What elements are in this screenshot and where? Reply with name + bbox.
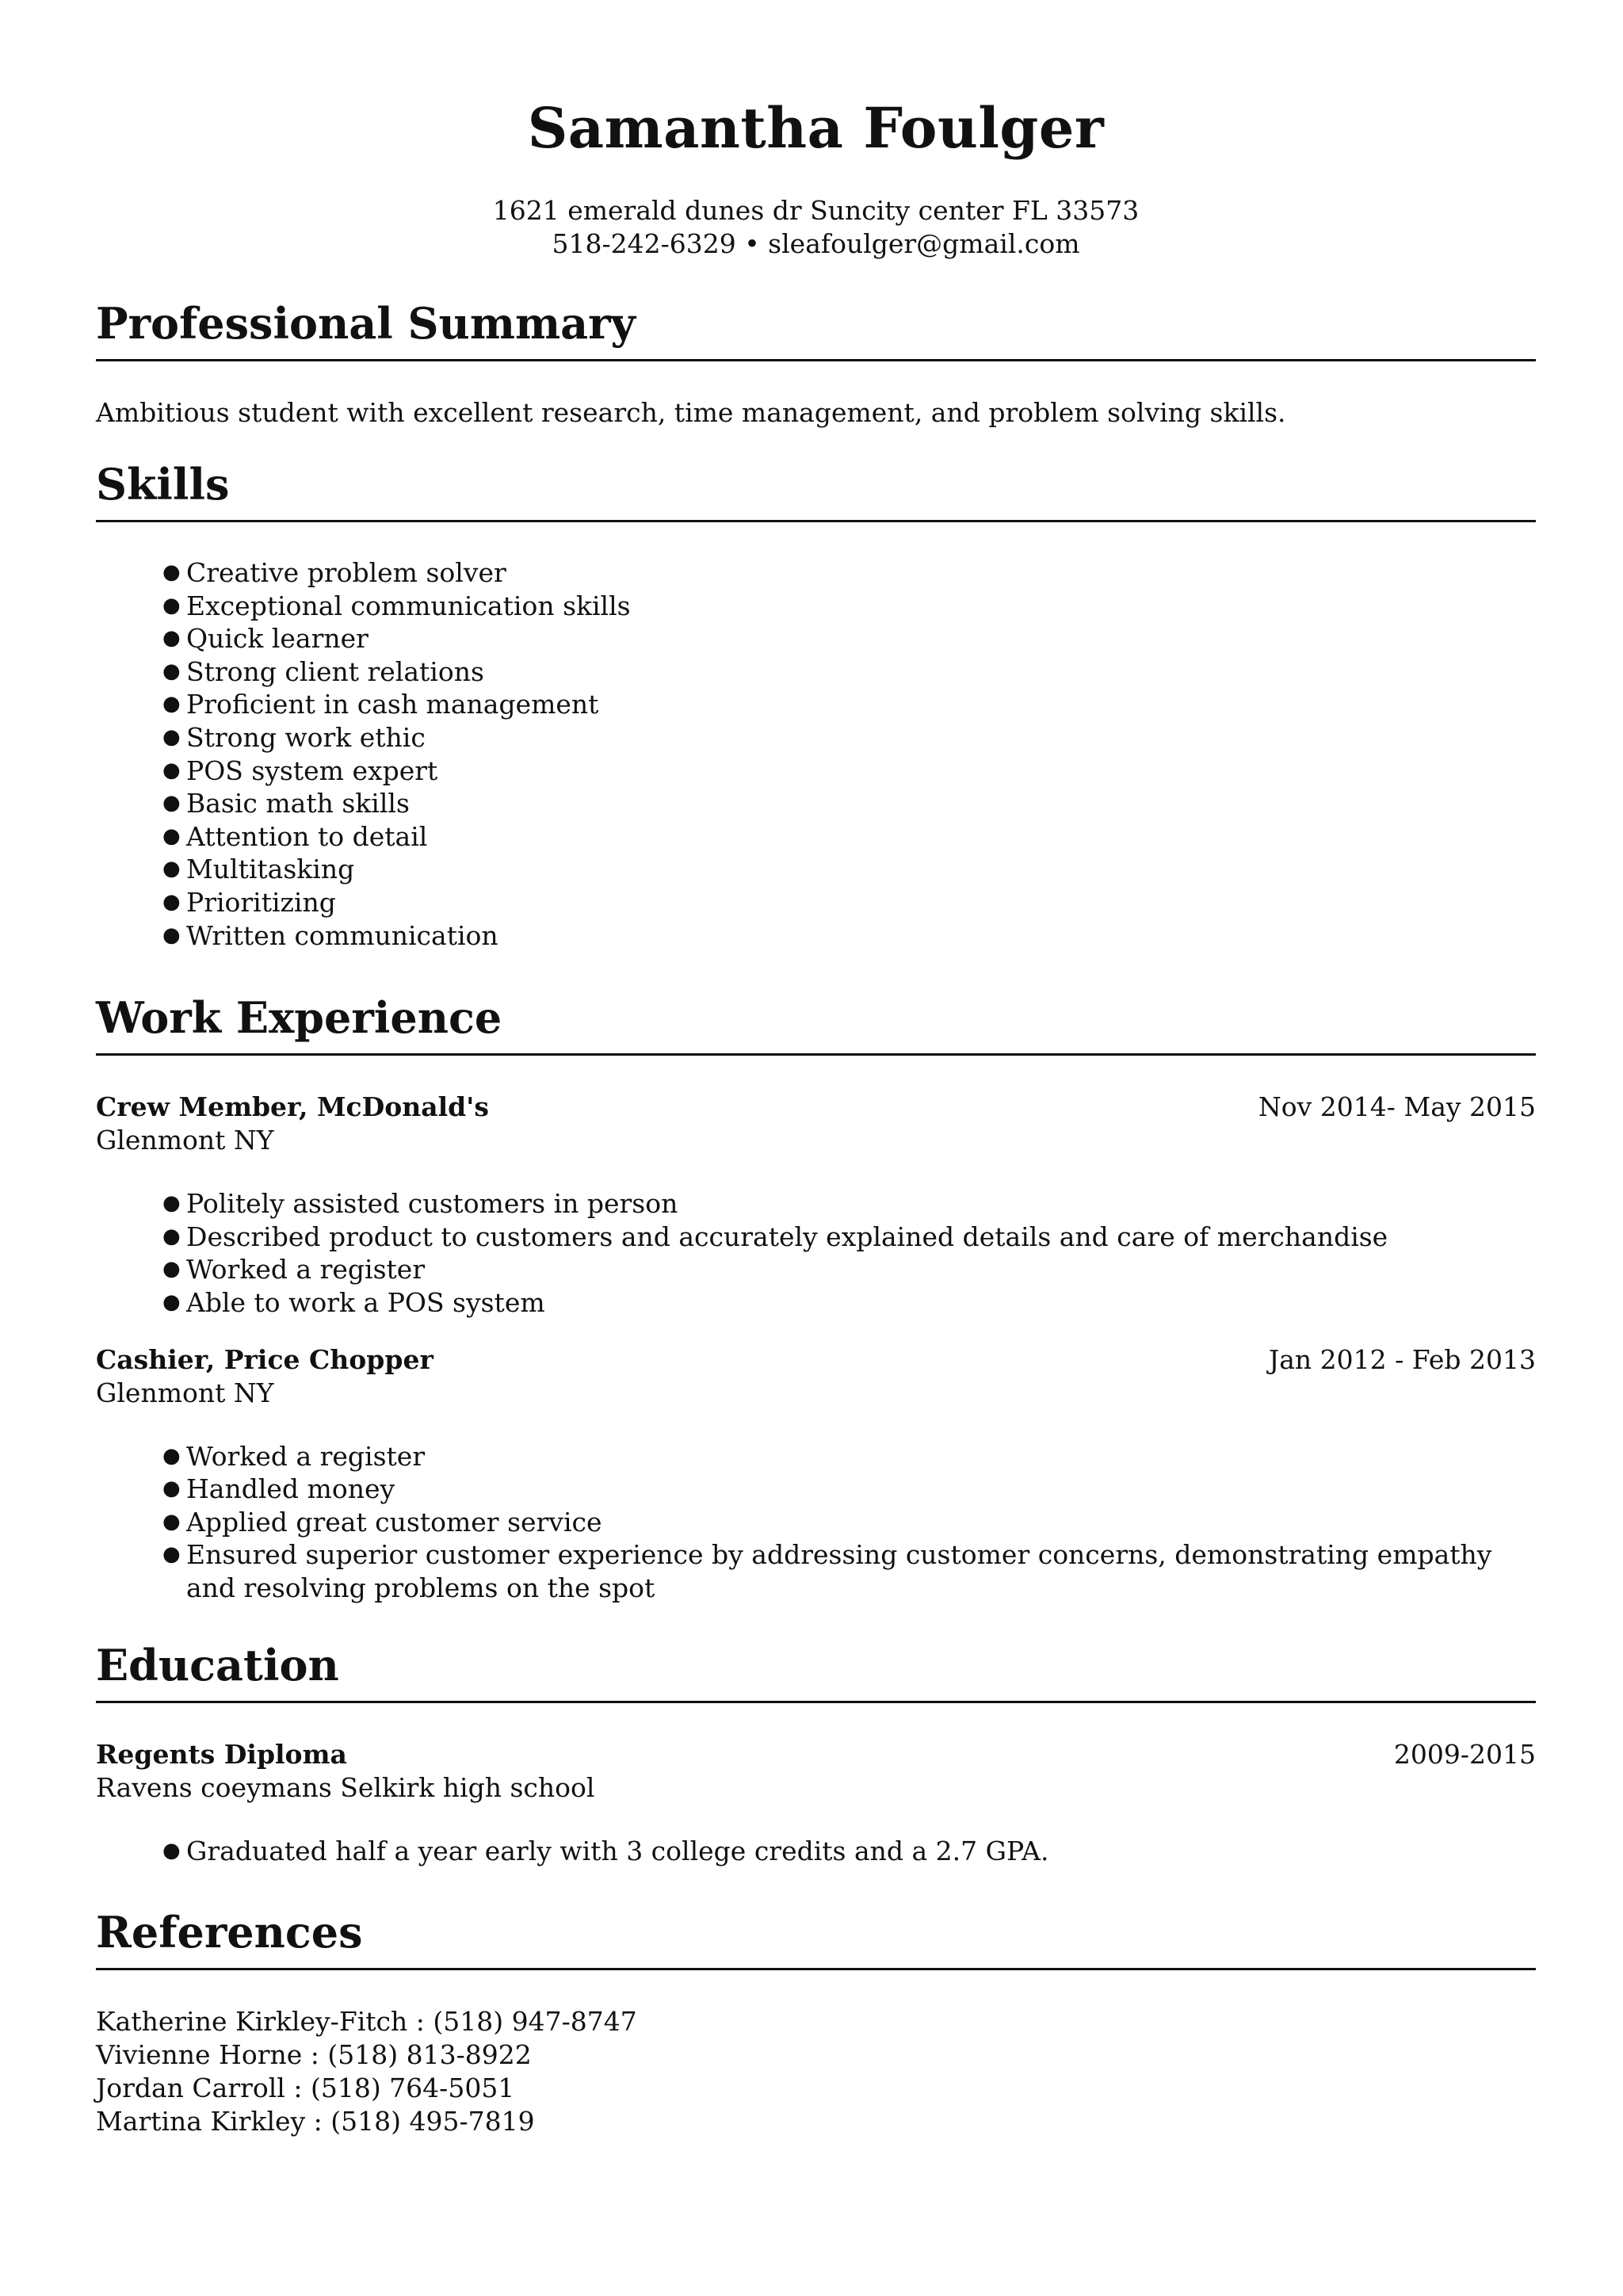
bullet-icon: ● bbox=[162, 791, 181, 816]
job-header bbox=[96, 1091, 1536, 1124]
bullet-icon: ● bbox=[162, 626, 181, 651]
list-item: ● Handled money bbox=[162, 1473, 395, 1505]
bullet-icon: ● bbox=[162, 889, 181, 914]
education-header bbox=[96, 1738, 1536, 1771]
job-entry bbox=[96, 1091, 1536, 1319]
bullet-icon: ● bbox=[162, 1257, 181, 1282]
bullet-icon: ● bbox=[162, 923, 181, 947]
list-item: ● Worked a register bbox=[162, 1440, 426, 1472]
section-title-education: Education bbox=[96, 1644, 1536, 1703]
degree-title: Regents Diploma bbox=[96, 1739, 347, 1771]
list-item: ● Worked a register bbox=[162, 1254, 426, 1286]
section-title-summary: Professional Summary bbox=[96, 302, 1536, 361]
references-list bbox=[96, 2005, 1536, 2138]
bullet-icon: ● bbox=[162, 823, 181, 848]
contact-block bbox=[96, 194, 1536, 261]
job-dates: Jan 2012 - Feb 2013 bbox=[1269, 1343, 1536, 1375]
list-item: ● Creative problem solver bbox=[162, 557, 506, 588]
education-bullets bbox=[96, 1835, 1536, 1868]
bullet-icon: ● bbox=[162, 857, 181, 881]
address: 1621 emerald dunes dr Suncity center FL 33573 bbox=[492, 195, 1140, 226]
bullet-icon: ● bbox=[162, 1839, 181, 1863]
bullet-icon: ● bbox=[162, 1191, 181, 1216]
candidate-name: Samantha Foulger bbox=[527, 95, 1105, 161]
list-item: ● Prioritizing bbox=[162, 886, 336, 918]
job-bullets bbox=[96, 1187, 1536, 1319]
work-experience-section bbox=[96, 992, 1536, 1604]
list-item: ● Basic math skills bbox=[162, 788, 410, 819]
section-title-skills: Skills bbox=[96, 463, 1536, 522]
bullet-icon: ● bbox=[162, 692, 181, 716]
list-item: ● Attention to detail bbox=[162, 820, 428, 852]
list-item: ● Written communication bbox=[162, 919, 498, 951]
bullet-icon: ● bbox=[162, 1509, 181, 1534]
job-title: Cashier, Price Chopper bbox=[96, 1343, 433, 1375]
job-dates: Nov 2014- May 2015 bbox=[1258, 1091, 1536, 1123]
list-item: ● Strong client relations bbox=[162, 655, 484, 687]
skills-section bbox=[96, 459, 1536, 952]
list-item: ● Able to work a POS system bbox=[162, 1286, 545, 1318]
bullet-icon: ● bbox=[162, 560, 181, 584]
list-item: ● Strong work ethic bbox=[162, 721, 426, 753]
job-location: Glenmont NY bbox=[96, 1125, 274, 1156]
bullet-icon: ● bbox=[162, 724, 181, 749]
bullet-icon: ● bbox=[162, 1443, 181, 1468]
bullet-icon: ● bbox=[162, 593, 181, 617]
job-entry bbox=[96, 1343, 1536, 1605]
job-location: Glenmont NY bbox=[96, 1377, 274, 1408]
reference-item: Jordan Carroll : (518) 764-5051 bbox=[96, 2073, 515, 2104]
bullet-icon: ● bbox=[162, 659, 181, 683]
bullet-icon: ● bbox=[162, 1477, 181, 1501]
reference-item: Vivienne Horne : (518) 813-8922 bbox=[96, 2039, 532, 2071]
references-section bbox=[96, 1907, 1536, 2138]
list-item: ● Proficient in cash management bbox=[162, 689, 599, 720]
list-item: ● Applied great customer service bbox=[162, 1506, 602, 1538]
phone-email: 518-242-6329 • sleafoulger@gmail.com bbox=[552, 228, 1080, 259]
section-title-work: Work Experience bbox=[96, 996, 1536, 1056]
education-section bbox=[96, 1640, 1536, 1868]
reference-item: Katherine Kirkley-Fitch : (518) 947-8747 bbox=[96, 2006, 637, 2038]
list-item: ● Described product to customers and accurately explained details and care of merchandise bbox=[162, 1221, 1388, 1252]
skills-list bbox=[96, 556, 1536, 952]
list-item: ● Graduated half a year early with 3 college credits and a 2.7 GPA. bbox=[162, 1836, 1049, 1867]
list-item: ● Quick learner bbox=[162, 623, 369, 655]
section-title-references: References bbox=[96, 1911, 1536, 1970]
list-item: ● Exceptional communication skills bbox=[162, 590, 631, 621]
bullet-icon: ● bbox=[162, 1289, 181, 1314]
school-name: Ravens coeymans Selkirk high school bbox=[96, 1772, 595, 1804]
reference-item: Martina Kirkley : (518) 495-7819 bbox=[96, 2106, 535, 2137]
bullet-icon: ● bbox=[162, 1542, 181, 1567]
education-dates: 2009-2015 bbox=[1393, 1739, 1536, 1771]
list-item: ● POS system expert bbox=[162, 755, 438, 786]
list-item: ● Politely assisted customers in person bbox=[162, 1188, 678, 1220]
professional-summary-section bbox=[96, 298, 1536, 430]
education-entry bbox=[96, 1738, 1536, 1868]
job-header bbox=[96, 1343, 1536, 1377]
summary-text: Ambitious student with excellent research, time management, and problem solving skills. bbox=[96, 397, 1286, 428]
list-item: ● Multitasking bbox=[162, 854, 355, 885]
bullet-icon: ● bbox=[162, 758, 181, 782]
bullet-icon: ● bbox=[162, 1224, 181, 1248]
job-title: Crew Member, McDonald's bbox=[96, 1091, 489, 1123]
list-item: ● Ensured superior customer experience by addressing customer concerns, demonstrating empathy and resolving problems on the spot bbox=[162, 1539, 1492, 1603]
job-bullets bbox=[96, 1440, 1536, 1605]
